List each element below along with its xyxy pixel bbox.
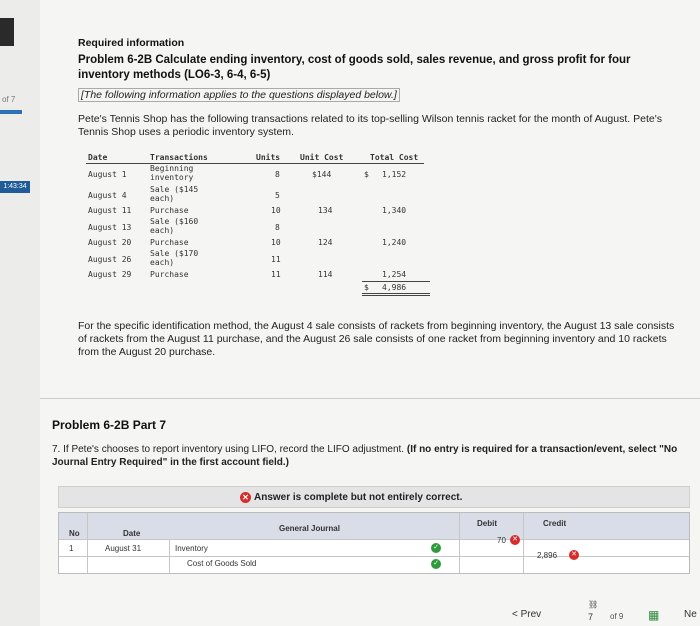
tx-header-date: Date — [88, 153, 108, 162]
tx-row-units: 8 — [275, 170, 280, 179]
info-note-text: [The following information applies to the questions displayed below.] — [78, 88, 400, 102]
tx-row-date: August 29 — [88, 270, 132, 279]
tx-row-trans: Beginning — [150, 164, 194, 173]
tx-grand-total: 4,986 — [382, 283, 407, 292]
tx-row-units: 5 — [275, 191, 280, 200]
tx-total-rule-double — [362, 295, 430, 296]
tx-row-trans: Sale ($170 — [150, 249, 199, 258]
tx-row-dollar: $ — [364, 170, 369, 179]
question-instruction: (If no entry is required for a transaction/event, select "No Journal Entry Required" in the first account field.) — [52, 444, 678, 468]
section-divider — [40, 398, 700, 399]
link-icon: ⛓ — [588, 600, 599, 609]
tx-row-total: 1,240 — [382, 238, 407, 247]
tx-row-date: August 11 — [88, 206, 132, 215]
tx-header-transactions: Transactions — [150, 153, 208, 162]
tx-row-total: 1,254 — [382, 270, 407, 279]
tx-row-trans-cont: each) — [150, 226, 175, 235]
tx-row-trans-cont: each) — [150, 258, 175, 267]
journal-table — [58, 512, 690, 574]
col-header-debit: Debit — [477, 519, 497, 528]
problem-title: Problem 6-2B Calculate ending inventory, cost of goods sold, sales revenue, and gross profit for four inventory methods (LO6-3, 6-4, 6-5) — [78, 54, 631, 81]
tx-row-trans-cont: inventory — [150, 173, 194, 182]
tx-row-units: 10 — [271, 206, 281, 215]
tx-row-units: 10 — [271, 238, 281, 247]
col-header-journal: General Journal — [279, 524, 340, 533]
col-divider — [523, 513, 524, 573]
info-note — [78, 89, 400, 101]
journal-header — [59, 513, 689, 539]
answer-status — [240, 492, 462, 503]
tx-row-total: 1,152 — [382, 170, 407, 179]
journal-row-debit[interactable]: 70 — [497, 536, 506, 545]
next-button[interactable]: Ne — [684, 609, 697, 620]
specific-id-note: For the specific identification method, the August 4 sale consists of rackets from beginning inventory, the August 13 sale consists of rackets from the August 11 purchase, and the August 26 sale consists of one racket from beginning inventory and 10 rackets from the August 20 purchase. — [78, 320, 675, 358]
question-count: of 7 — [2, 95, 16, 104]
tx-row-units: 11 — [271, 270, 281, 279]
tx-row-unit-cost: $144 — [312, 170, 332, 179]
page-of-total: of 9 — [610, 612, 624, 621]
tx-row-trans-cont: each) — [150, 194, 175, 203]
progress-indicator — [0, 110, 22, 114]
journal-row-credit[interactable]: 2,896 — [537, 551, 558, 560]
tx-header-total-cost: Total Cost — [370, 153, 419, 162]
check-icon: ✓ — [431, 559, 441, 569]
tx-row-date: August 1 — [88, 170, 127, 179]
tx-row-date: August 26 — [88, 255, 132, 264]
tx-row-total: 1,340 — [382, 206, 407, 215]
page-input[interactable]: 7 — [588, 612, 594, 622]
question-number-tab[interactable] — [0, 18, 14, 46]
left-rail — [0, 0, 40, 626]
row-divider — [59, 556, 689, 557]
question-text — [52, 443, 692, 469]
question-plain: 7. If Pete's chooses to report inventory using LIFO, record the LIFO adjustment. — [52, 444, 407, 455]
col-header-credit: Credit — [543, 519, 567, 528]
tx-row-date: August 13 — [88, 223, 132, 232]
error-icon: ✕ — [510, 535, 520, 545]
col-header-no: No — [69, 529, 80, 538]
grid-icon[interactable]: ▦ — [648, 608, 660, 622]
row-divider — [59, 539, 689, 540]
tx-subtotal-rule — [362, 281, 430, 282]
tx-row-trans: Purchase — [150, 206, 189, 215]
tx-row-trans: Purchase — [150, 270, 189, 279]
timer: 1:43:34 — [0, 181, 30, 193]
tx-total-rule — [362, 293, 430, 294]
col-divider — [459, 513, 460, 573]
tx-row-trans: Sale ($145 — [150, 185, 199, 194]
journal-row-no: 1 — [69, 544, 74, 553]
tx-header-units: Units — [256, 153, 281, 162]
col-divider — [87, 513, 88, 573]
tx-row-date: August 20 — [88, 238, 132, 247]
tx-row-unit-cost: 134 — [318, 206, 333, 215]
tx-header-unit-cost: Unit Cost — [300, 153, 344, 162]
part-title: Problem 6-2B Part 7 — [52, 418, 167, 432]
tx-row-units: 11 — [271, 255, 281, 264]
journal-row-account[interactable]: Cost of Goods Sold — [187, 559, 257, 568]
tx-row-date: August 4 — [88, 191, 127, 200]
tx-row-unit-cost: 124 — [318, 238, 333, 247]
tx-grand-dollar: $ — [364, 283, 369, 292]
tx-row-trans: Purchase — [150, 238, 189, 247]
prev-button[interactable]: < Prev — [512, 609, 542, 620]
required-info-title: Required information — [78, 37, 185, 49]
tx-header-rule — [86, 163, 424, 164]
journal-row-account[interactable]: Inventory — [175, 544, 208, 553]
tx-row-trans: Sale ($160 — [150, 217, 199, 226]
check-icon: ✓ — [431, 543, 441, 553]
tx-row-unit-cost: 114 — [318, 270, 333, 279]
answer-status-text: Answer is complete but not entirely correct. — [254, 492, 463, 504]
journal-row-date[interactable]: August 31 — [105, 544, 142, 553]
intro-text: Pete's Tennis Shop has the following transactions related to its top-selling Wilson tennis racket for the month of August. Pete's Tennis Shop uses a periodic inventory system. — [78, 113, 662, 138]
error-icon: ✕ — [569, 550, 579, 560]
error-icon: ✕ — [240, 492, 251, 503]
col-header-date: Date — [123, 529, 141, 538]
tx-row-units: 8 — [275, 223, 280, 232]
